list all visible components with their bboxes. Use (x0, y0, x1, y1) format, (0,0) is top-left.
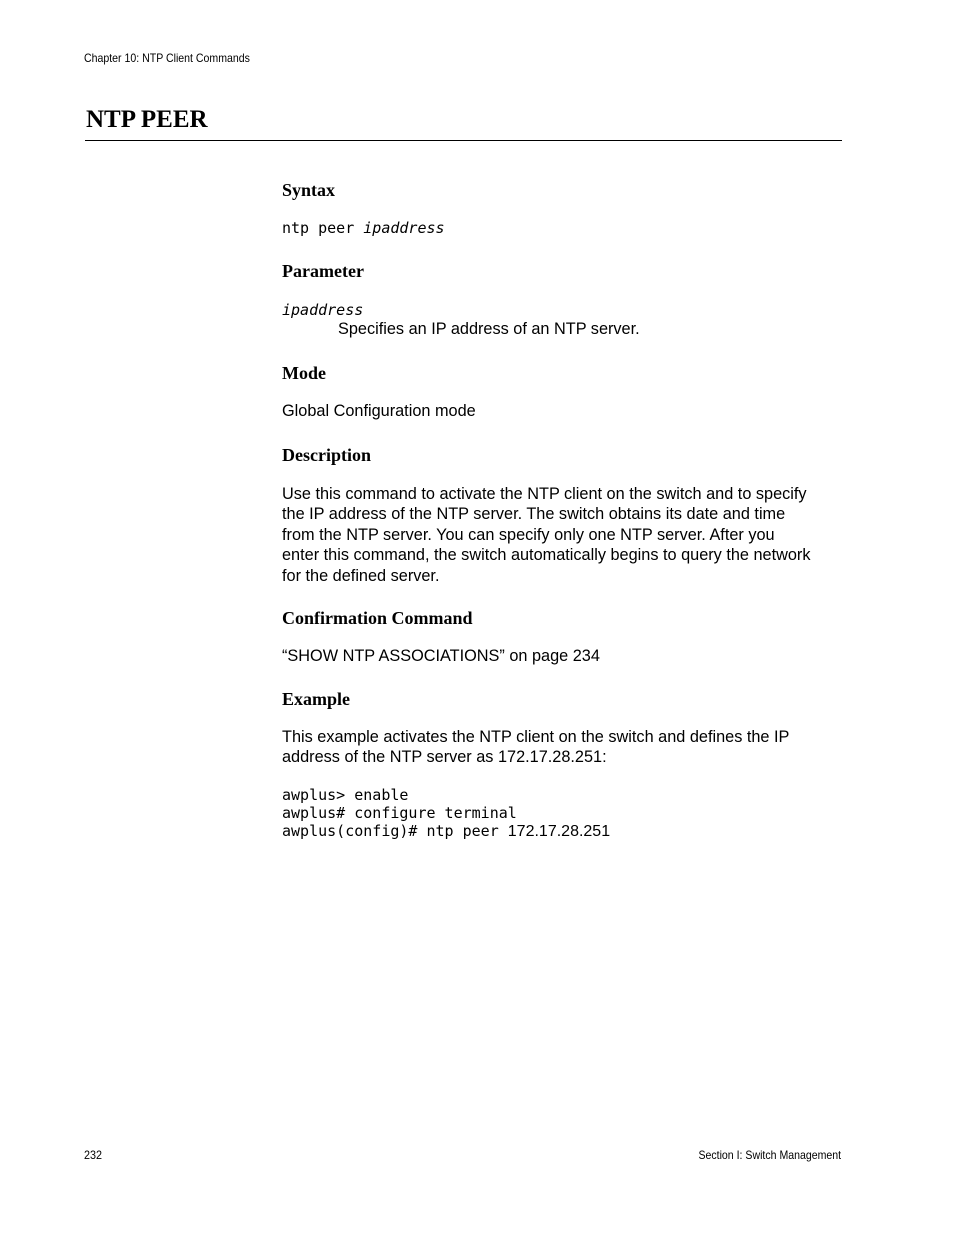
page-number: 232 (84, 1148, 103, 1162)
description-heading: Description (282, 445, 371, 465)
section-name: Section I: Switch Management (698, 1148, 841, 1162)
code-text: awplus> enable (282, 786, 409, 804)
code-line (282, 822, 610, 841)
confirmation-link[interactable]: “SHOW NTP ASSOCIATIONS” on page 234 (282, 647, 600, 665)
page-title: NTP PEER (86, 106, 208, 133)
mode-heading: Mode (282, 363, 326, 383)
code-text: awplus# configure terminal (282, 804, 517, 822)
description-paragraph (282, 484, 842, 586)
example-line: address of the NTP server as 172.17.28.251: (282, 748, 607, 767)
code-tail: 172.17.28.251 (507, 823, 611, 840)
syntax-heading: Syntax (282, 180, 336, 200)
parameter-heading: Parameter (282, 261, 364, 281)
description-line: from the NTP server. You can specify only one NTP server. After you (282, 525, 775, 544)
description-line: for the defined server. (282, 566, 440, 585)
syntax-command-text: ntp peer (282, 219, 355, 237)
confirmation-heading: Confirmation Command (282, 608, 473, 628)
example-line: This example activates the NTP client on the switch and defines the IP (282, 728, 790, 746)
example-heading: Example (282, 689, 351, 709)
running-head: Chapter 10: NTP Client Commands (84, 51, 250, 65)
syntax-command (282, 219, 445, 237)
description-line: Use this command to activate the NTP client on the switch and to specify (282, 485, 807, 503)
code-line (282, 786, 408, 805)
mode-text: Global Configuration mode (282, 402, 476, 420)
code-line (282, 804, 517, 823)
example-paragraph (282, 727, 842, 768)
description-line: the IP address of the NTP server. The switch obtains its date and time (282, 505, 786, 524)
parameter-description: Specifies an IP address of an NTP server. (338, 320, 640, 338)
title-rule (85, 140, 842, 141)
description-line: enter this command, the switch automatically begins to query the network (282, 546, 811, 565)
code-text: awplus(config)# ntp peer (282, 822, 508, 840)
parameter-name: ipaddress (282, 301, 364, 319)
syntax-argument: ipaddress (363, 219, 445, 237)
